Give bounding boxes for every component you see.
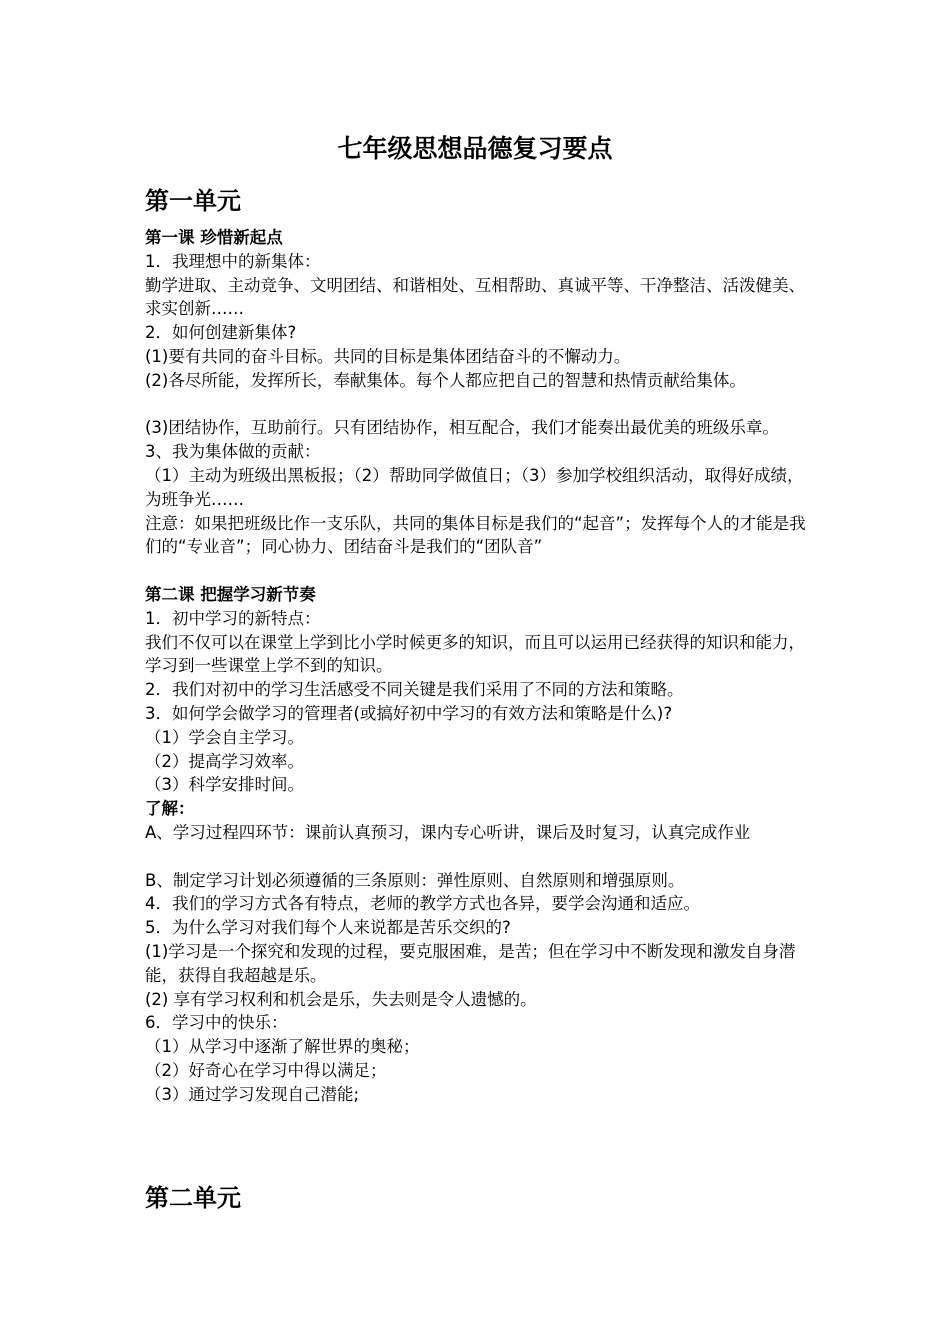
paragraph: (1)学习是一个探究和发现的过程，要克服困难，是苦；但在学习中不断发现和激发自身潜能，获得自我超越是乐。	[145, 941, 796, 985]
paragraph: 6．学习中的快乐：	[145, 1013, 288, 1033]
paragraph: （2）好奇心在学习中得以满足；	[145, 1060, 387, 1080]
paragraph: 注意：如果把班级比作一支乐队，共同的集体目标是我们的“起音”；发挥每个人的才能是我们的“专业音”；同心协力、团结奋斗是我们的“团队音”	[145, 513, 806, 557]
paragraph: 4．我们的学习方式各有特点，老师的教学方式也各异，要学会沟通和适应。	[145, 894, 700, 914]
paragraph: 5．为什么学习对我们每个人来说都是苦乐交织的?	[145, 918, 511, 938]
lesson-heading-2: 第二课 把握学习新节奏	[145, 584, 316, 604]
page-title: 七年级思想品德复习要点	[337, 134, 613, 163]
paragraph: （2）提高学习效率。	[145, 751, 304, 771]
paragraph: (1)要有共同的奋斗目标。共同的目标是集体团结奋斗的不懈动力。	[145, 346, 631, 366]
paragraph: （3）通过学习发现自己潜能;	[145, 1084, 360, 1104]
paragraph: 1．我理想中的新集体：	[145, 251, 321, 271]
paragraph: (2) 享有学习权利和机会是乐，失去则是令人遗憾的。	[145, 989, 537, 1009]
paragraph: （1）从学习中逐渐了解世界的奥秘；	[145, 1037, 420, 1057]
blank-line	[145, 845, 810, 869]
paragraph: 1．初中学习的新特点：	[145, 608, 321, 628]
paragraph: 3．如何学会做学习的管理者(或搞好初中学习的有效方法和策略是什么)?	[145, 703, 673, 723]
unit-heading-1: 第一单元	[145, 187, 241, 215]
paragraph: （1）学会自主学习。	[145, 727, 304, 747]
blank-line	[145, 393, 810, 417]
content-body	[145, 226, 810, 1106]
paragraph: A、学习过程四环节：课前认真预习，课内专心听讲，课后及时复习，认真完成作业	[145, 822, 751, 842]
unit-heading-2: 第二单元	[145, 1184, 241, 1212]
paragraph: 我们不仅可以在课堂上学到比小学时候更多的知识，而且可以运用已经获得的知识和能力，学习到一些课堂上学不到的知识。	[145, 632, 805, 676]
paragraph: 2．如何创建新集体?	[145, 323, 297, 343]
paragraph: B、制定学习计划必须遵循的三条原则：弹性原则、自然原则和增强原则。	[145, 870, 685, 890]
lesson-heading-1: 第一课 珍惜新起点	[145, 228, 283, 247]
paragraph: 3、我为集体做的贡献：	[145, 442, 321, 462]
paragraph: (2)各尽所能，发挥所长，奉献集体。每个人都应把自己的智慧和热情贡献给集体。	[145, 370, 746, 390]
blank-line	[145, 559, 810, 583]
paragraph: (3)团结协作，互助前行。只有团结协作，相互配合，我们才能奏出最优美的班级乐章。	[145, 418, 779, 438]
paragraph: 2．我们对初中的学习生活感受不同关键是我们采用了不同的方法和策略。	[145, 680, 684, 700]
paragraph: （3）科学安排时间。	[145, 775, 304, 795]
paragraph: 勤学进取、主动竞争、文明团结、和谐相处、互相帮助、真诚平等、干净整洁、活泼健美、求实创新……	[145, 275, 805, 319]
paragraph: （1）主动为班级出黑板报；（2）帮助同学做值日；（3）参加学校组织活动，取得好成绩，为班争光……	[145, 465, 804, 509]
know-label: 了解：	[145, 799, 195, 819]
